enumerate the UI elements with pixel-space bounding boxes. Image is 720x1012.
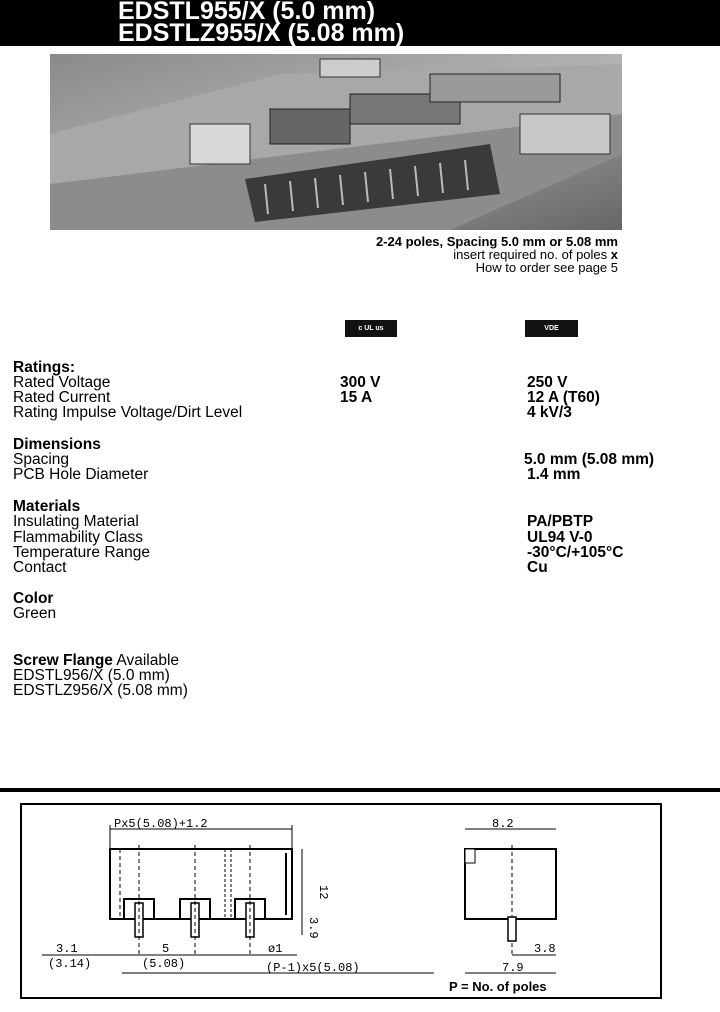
mat-label-temperature: Temperature Range xyxy=(13,544,150,561)
section-divider xyxy=(0,788,720,792)
product-photo xyxy=(50,54,622,230)
dim-offset-label: 3.1 xyxy=(56,942,78,956)
materials-heading: Materials xyxy=(13,498,81,515)
rating-vde-voltage: 250 V xyxy=(527,374,568,391)
mat-value-temperature: -30°C/+105°C xyxy=(527,544,624,561)
mat-label-flammability: Flammability Class xyxy=(13,529,144,546)
mat-label-contact: Contact xyxy=(13,559,67,576)
poles-insert: insert required no. of poles x xyxy=(453,247,618,262)
mat-value-contact: Cu xyxy=(527,559,548,576)
color-heading: Color xyxy=(13,590,54,607)
rating-ul-voltage: 300 V xyxy=(340,374,381,391)
dim-value-spacing: 5.0 mm (5.08 mm) xyxy=(524,451,655,468)
dim-offset-alt-label: (3.14) xyxy=(48,957,92,971)
dim-side-pin-label: 3.8 xyxy=(534,942,556,956)
drawing-legend: P = No. of poles xyxy=(449,979,547,994)
dim-height-label: 12 xyxy=(316,885,330,900)
dim-hole-label: ø1 xyxy=(268,942,283,956)
rating-label-voltage: Rated Voltage xyxy=(13,374,111,391)
flange-item-1: EDSTL956/X (5.0 mm) xyxy=(13,667,170,684)
dim-side-width-label: 8.2 xyxy=(492,817,514,831)
ul-logo: c UL us xyxy=(345,320,397,337)
technical-drawing xyxy=(20,803,662,999)
dim-side-base-label: 7.9 xyxy=(502,961,524,975)
rating-vde-impulse: 4 kV/3 xyxy=(527,404,572,421)
dim-top-label: Px5(5.08)+1.2 xyxy=(114,817,208,831)
mat-label-insulating: Insulating Material xyxy=(13,513,139,530)
rating-label-impulse: Rating Impulse Voltage/Dirt Level xyxy=(13,404,243,421)
rating-label-current: Rated Current xyxy=(13,389,111,406)
mat-value-flammability: UL94 V-0 xyxy=(527,529,593,546)
dim-span-label: (P-1)x5(5.08) xyxy=(266,961,360,975)
ratings-heading: Ratings: xyxy=(13,359,75,376)
title-line-1: EDSTL955/X (5.0 mm) xyxy=(118,0,376,25)
dim-label-hole: PCB Hole Diameter xyxy=(13,466,149,483)
title-bar xyxy=(0,0,720,46)
rating-ul-current: 15 A xyxy=(340,389,373,406)
dimensions-heading: Dimensions xyxy=(13,436,101,453)
poles-spacing: 2-24 poles, Spacing 5.0 mm or 5.08 mm xyxy=(375,234,618,249)
vde-logo: VDE xyxy=(525,320,578,337)
order-reference: How to order see page 5 xyxy=(475,260,618,275)
dim-pin-label: 3.9 xyxy=(306,917,320,939)
flange-heading: Screw Flange Available xyxy=(13,652,180,669)
title-line-2: EDSTLZ955/X (5.08 mm) xyxy=(118,19,405,47)
mat-value-insulating: PA/PBTP xyxy=(527,513,594,530)
dim-pitch-alt-label: (5.08) xyxy=(142,957,186,971)
dim-label-spacing: Spacing xyxy=(13,451,70,468)
flange-item-2: EDSTLZ956/X (5.08 mm) xyxy=(13,682,188,699)
dim-value-hole: 1.4 mm xyxy=(527,466,581,483)
color-value: Green xyxy=(13,605,57,622)
rating-vde-current: 12 A (T60) xyxy=(527,389,600,406)
dim-pitch-label: 5 xyxy=(162,942,170,956)
